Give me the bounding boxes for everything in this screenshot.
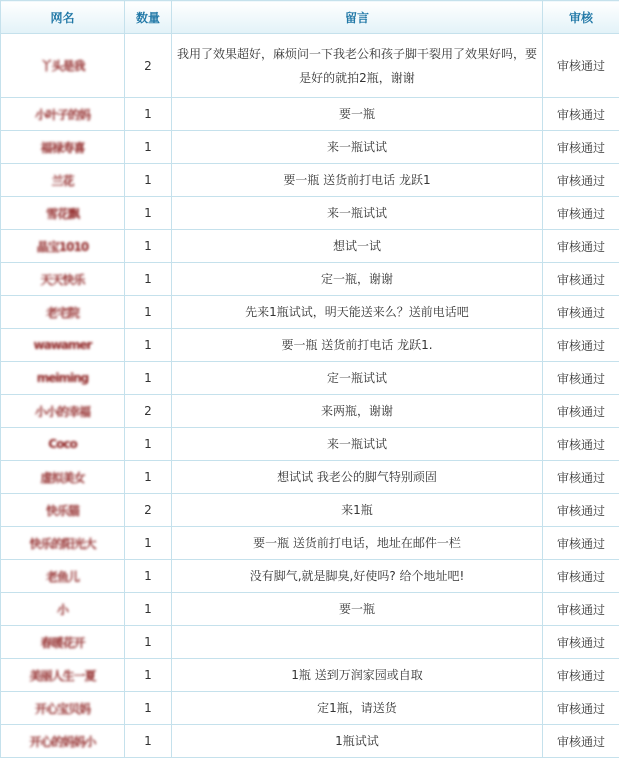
username-cell — [1, 593, 125, 626]
username-cell — [1, 362, 125, 395]
review-status-cell: 审核通过 — [543, 494, 619, 527]
message-cell: 来一瓶试试 — [172, 197, 543, 230]
review-status-cell: 审核通过 — [543, 395, 619, 428]
message-cell: 想试一试 — [172, 230, 543, 263]
table-row — [1, 527, 619, 560]
table-row — [1, 560, 619, 593]
column-header-qty: 数量 — [125, 1, 172, 34]
message-cell: 要一瓶 — [172, 593, 543, 626]
username-cell — [1, 34, 125, 98]
username-cell — [1, 164, 125, 197]
quantity-cell: 1 — [125, 131, 172, 164]
table-row — [1, 593, 619, 626]
obscured-username: 老宅院 — [46, 304, 79, 321]
obscured-username: 小叶子的妈 — [35, 106, 90, 123]
table-body — [1, 34, 619, 758]
column-header-message: 留言 — [172, 1, 543, 34]
obscured-username: 开心的妈妈小 — [29, 733, 95, 750]
table-row — [1, 98, 619, 131]
quantity-cell: 1 — [125, 692, 172, 725]
review-status-cell: 审核通过 — [543, 626, 619, 659]
obscured-username: 丫头是我 — [40, 57, 84, 74]
column-header-name: 网名 — [1, 1, 125, 34]
message-cell: 来1瓶 — [172, 494, 543, 527]
quantity-cell: 1 — [125, 725, 172, 758]
review-status-cell: 审核通过 — [543, 593, 619, 626]
review-status-cell: 审核通过 — [543, 131, 619, 164]
review-status-cell: 审核通过 — [543, 230, 619, 263]
table-row — [1, 362, 619, 395]
obscured-username: 快乐的阳光大 — [29, 535, 95, 552]
quantity-cell: 1 — [125, 329, 172, 362]
quantity-cell: 1 — [125, 230, 172, 263]
username-cell — [1, 692, 125, 725]
table-row — [1, 131, 619, 164]
table-row — [1, 197, 619, 230]
review-status-cell: 审核通过 — [543, 164, 619, 197]
quantity-cell: 2 — [125, 494, 172, 527]
message-cell: 要一瓶 送货前打电话 龙跃1 — [172, 164, 543, 197]
quantity-cell: 1 — [125, 593, 172, 626]
message-cell: 要一瓶 送货前打电话，地址在邮件一栏 — [172, 527, 543, 560]
review-status-cell: 审核通过 — [543, 560, 619, 593]
quantity-cell: 1 — [125, 560, 172, 593]
review-status-cell: 审核通过 — [543, 428, 619, 461]
review-status-cell: 审核通过 — [543, 659, 619, 692]
table-row — [1, 659, 619, 692]
obscured-username: 小小的幸福 — [35, 403, 90, 420]
quantity-cell: 1 — [125, 164, 172, 197]
username-cell — [1, 197, 125, 230]
column-header-status: 审核 — [543, 1, 619, 34]
header-row — [1, 1, 619, 34]
table-row — [1, 626, 619, 659]
review-status-cell: 审核通过 — [543, 329, 619, 362]
message-cell: 来两瓶，谢谢 — [172, 395, 543, 428]
obscured-username: 晶宝1010 — [37, 238, 88, 255]
quantity-cell: 1 — [125, 197, 172, 230]
message-cell: 1瓶试试 — [172, 725, 543, 758]
username-cell — [1, 659, 125, 692]
quantity-cell: 1 — [125, 626, 172, 659]
username-cell — [1, 428, 125, 461]
message-cell: 定1瓶，请送货 — [172, 692, 543, 725]
username-cell — [1, 131, 125, 164]
message-cell: 来一瓶试试 — [172, 428, 543, 461]
quantity-cell: 1 — [125, 659, 172, 692]
message-cell: 定一瓶，谢谢 — [172, 263, 543, 296]
message-cell: 要一瓶 — [172, 98, 543, 131]
table-header — [1, 1, 619, 34]
table-row — [1, 725, 619, 758]
review-status-cell: 审核通过 — [543, 197, 619, 230]
username-cell — [1, 296, 125, 329]
table-row — [1, 296, 619, 329]
obscured-username: 小 — [57, 601, 68, 618]
obscured-username: wawamer — [34, 338, 92, 352]
username-cell — [1, 230, 125, 263]
obscured-username: 福禄寿喜 — [40, 139, 84, 156]
review-status-cell: 审核通过 — [543, 725, 619, 758]
message-cell: 定一瓶试试 — [172, 362, 543, 395]
review-status-cell: 审核通过 — [543, 362, 619, 395]
username-cell — [1, 395, 125, 428]
obscured-username: Coco — [48, 437, 76, 451]
quantity-cell: 2 — [125, 395, 172, 428]
review-status-cell: 审核通过 — [543, 296, 619, 329]
message-cell: 没有脚气,就是脚臭,好使吗? 给个地址吧! — [172, 560, 543, 593]
message-cell: 想试试 我老公的脚气特别顽固 — [172, 461, 543, 494]
username-cell — [1, 560, 125, 593]
table-row — [1, 494, 619, 527]
username-cell — [1, 626, 125, 659]
table-row — [1, 692, 619, 725]
table-row — [1, 164, 619, 197]
obscured-username: 老鱼儿 — [46, 568, 79, 585]
message-cell — [172, 626, 543, 659]
username-cell — [1, 494, 125, 527]
review-status-cell: 审核通过 — [543, 527, 619, 560]
table-row — [1, 230, 619, 263]
username-cell — [1, 461, 125, 494]
table-row — [1, 395, 619, 428]
message-cell: 要一瓶 送货前打电话 龙跃1. — [172, 329, 543, 362]
review-status-cell: 审核通过 — [543, 34, 619, 98]
quantity-cell: 1 — [125, 263, 172, 296]
obscured-username: 天天快乐 — [40, 271, 84, 288]
username-cell — [1, 527, 125, 560]
table-row — [1, 34, 619, 98]
quantity-cell: 1 — [125, 428, 172, 461]
username-cell — [1, 98, 125, 131]
obscured-username: 雪花飘 — [46, 205, 79, 222]
message-cell: 来一瓶试试 — [172, 131, 543, 164]
message-cell: 我用了效果超好，麻烦问一下我老公和孩子脚干裂用了效果好吗，要是好的就拍2瓶，谢谢 — [172, 34, 543, 98]
table-row — [1, 428, 619, 461]
username-cell — [1, 329, 125, 362]
username-cell — [1, 263, 125, 296]
username-cell — [1, 725, 125, 758]
quantity-cell: 1 — [125, 296, 172, 329]
review-status-cell: 审核通过 — [543, 692, 619, 725]
obscured-username: 虚拟美女 — [40, 469, 84, 486]
table-row — [1, 329, 619, 362]
review-status-cell: 审核通过 — [543, 263, 619, 296]
obscured-username: 兰花 — [51, 172, 73, 189]
quantity-cell: 1 — [125, 527, 172, 560]
obscured-username: 快乐猫 — [46, 502, 79, 519]
quantity-cell: 1 — [125, 98, 172, 131]
obscured-username: meiming — [37, 371, 89, 385]
quantity-cell: 1 — [125, 461, 172, 494]
message-cell: 1瓶 送到万润家园或自取 — [172, 659, 543, 692]
quantity-cell: 2 — [125, 34, 172, 98]
obscured-username: 美丽人生一夏 — [29, 667, 95, 684]
table-row — [1, 461, 619, 494]
message-cell: 先来1瓶试试，明天能送来么？送前电话吧 — [172, 296, 543, 329]
quantity-cell: 1 — [125, 362, 172, 395]
obscured-username: 春暖花开 — [40, 634, 84, 651]
table-row — [1, 263, 619, 296]
review-status-cell: 审核通过 — [543, 98, 619, 131]
obscured-username: 开心宝贝妈 — [35, 700, 90, 717]
review-status-cell: 审核通过 — [543, 461, 619, 494]
